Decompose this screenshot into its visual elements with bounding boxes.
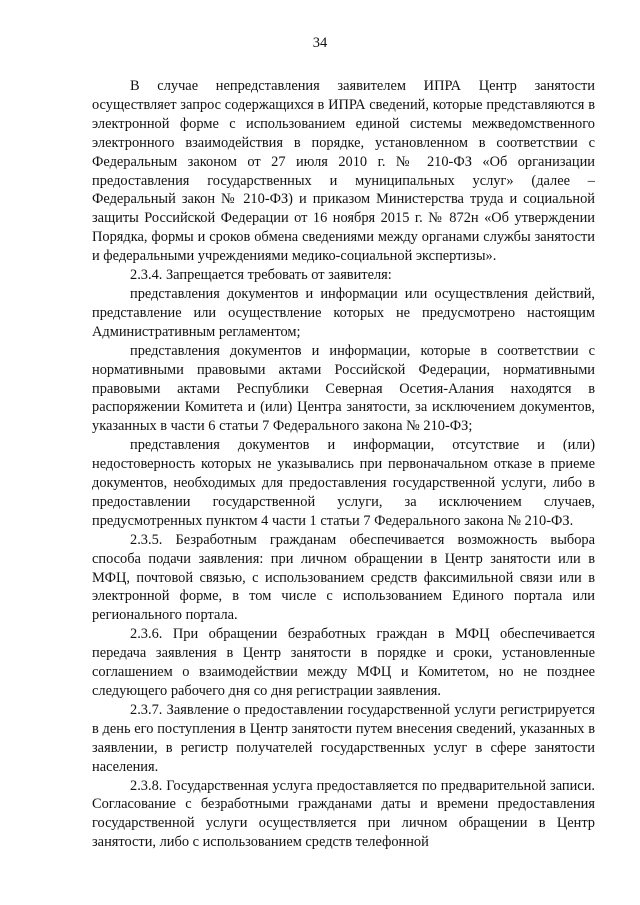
document-body (92, 77, 595, 852)
paragraph-prohibition-2: представления документов и информации, которые в соответствии с нормативными правовыми актами Российской Федерации, нормативными правовыми актами Республики Северная Осетия-Алания находятся в распоряжении Комитета и (или) Центра занятости, за исключением документов, указанных в части 6 статьи 7 Федерального закона № 210-ФЗ; (92, 342, 595, 435)
paragraph-prohibition-1: представления документов и информации или осуществления действий, представление или осуществление которых не предусмотрено настоящим Административным регламентом; (92, 285, 595, 340)
paragraph-ipra-request: В случае непредставления заявителем ИПРА Центр занятости осуществляет запрос содержащихся в ИПРА сведений, которые представляются в электронной форме с использованием единой системы межведомственного электронного взаимодействия в порядке, установленном в соответствии с Федеральным законом от 27 июля 2010 г. № 210-ФЗ «Об организации предоставления государственных и муниципальных услуг» (далее – Федеральный закон № 210-ФЗ) и приказом Министерства труда и социальной защиты Российской Федерации от 16 ноября 2015 г. № 872н «Об утверждении Порядка, формы и сроков обмена сведениями между органами службы занятости и федеральными учреждениями медико-социальной экспертизы». (92, 78, 595, 265)
paragraph-2-3-6: 2.3.6. При обращении безработных граждан в МФЦ обеспечивается передача заявления в Центр занятости в порядке и сроки, установленные соглашением о взаимодействии между МФЦ и Комитетом, но не позднее следующего рабочего дня со дня регистрации заявления. (92, 626, 595, 699)
paragraph-2-3-7: 2.3.7. Заявление о предоставлении государственной услуги регистрируется в день его поступления в Центр занятости путем внесения сведений, указанных в заявлении, в регистр получателей государственных услуг в сфере занятости населения. (92, 701, 595, 775)
paragraph-2-3-4-heading: 2.3.4. Запрещается требовать от заявителя: (130, 267, 392, 284)
paragraph-2-3-8: 2.3.8. Государственная услуга предоставляется по предварительной записи. Согласование с безработными гражданами даты и времени предоставления государственной услуги осуществляется при личном обращении в Центр занятости, либо с использованием средств телефонной (92, 777, 595, 851)
paragraph-2-3-5: 2.3.5. Безработным гражданам обеспечивается возможность выбора способа подачи заявления: при личном обращении в Центр занятости или в МФЦ, почтовой связью, с использованием средств факсимильной связи или в электронной форме, в том числе с использованием Единого портала или регионального портала. (92, 531, 595, 624)
paragraph-prohibition-3: представления документов и информации, отсутствие и (или) недостоверность которых не указывались при первоначальном отказе в приеме документов, необходимых для предоставления государственной услуги, либо в предоставлении государственной услуги, за исключением случаев, предусмотренных пунктом 4 части 1 статьи 7 Федерального закона № 210-ФЗ. (92, 437, 595, 529)
page-number: 34 (312, 35, 328, 51)
